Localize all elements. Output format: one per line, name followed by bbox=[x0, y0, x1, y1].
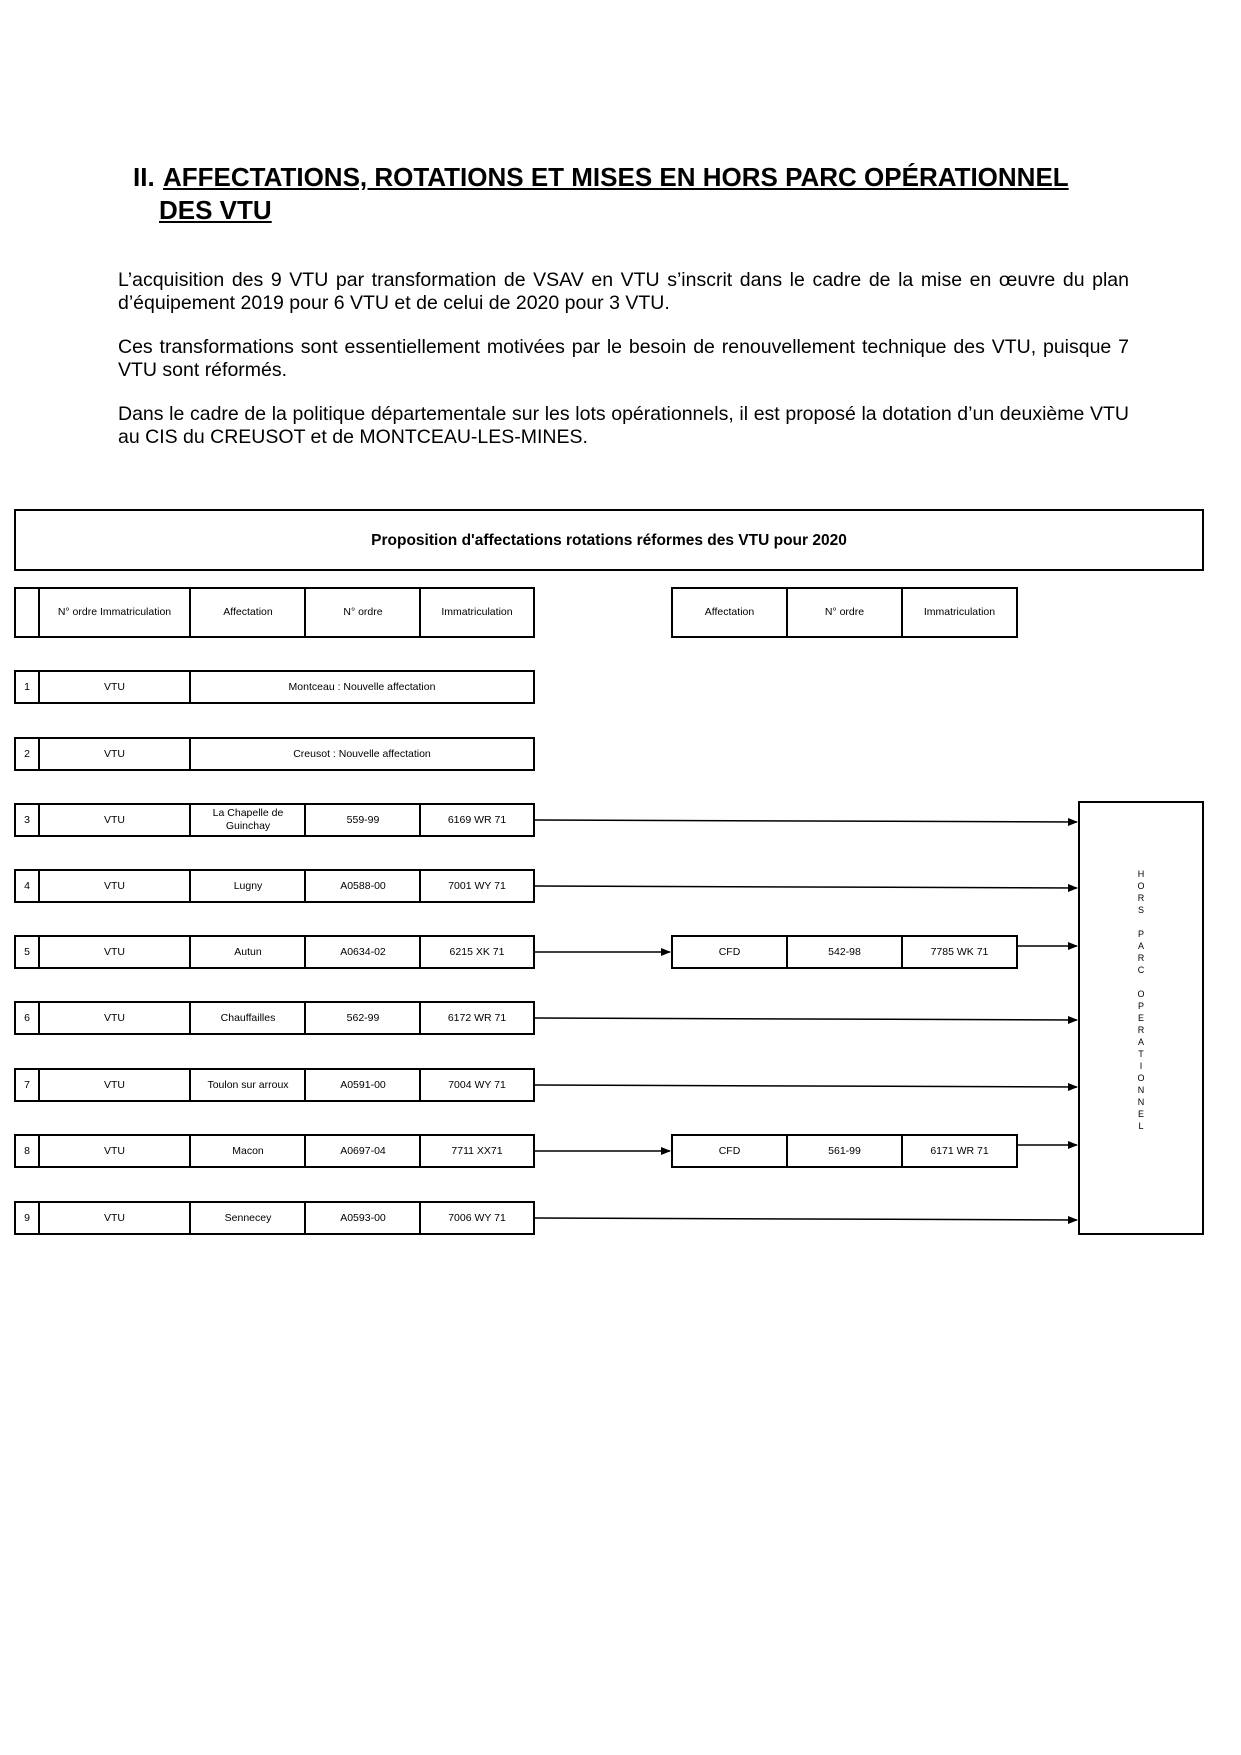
row-vehicle-type: VTU bbox=[38, 1001, 191, 1035]
row-ordre: 559-99 bbox=[304, 803, 422, 837]
row-number: 2 bbox=[14, 737, 40, 771]
row-number: 3 bbox=[14, 803, 40, 837]
row-immatriculation: 7001 WY 71 bbox=[419, 869, 535, 903]
rotation-immatriculation: 6171 WR 71 bbox=[901, 1134, 1018, 1168]
row-ordre: A0697-04 bbox=[304, 1134, 422, 1168]
row-vehicle-type: VTU bbox=[38, 935, 191, 969]
header-cell-right-1: Affectation bbox=[671, 587, 788, 638]
row-affectation: La Chapelle de Guinchay bbox=[189, 803, 307, 837]
row-number: 7 bbox=[14, 1068, 40, 1102]
diagram-title: Proposition d'affectations rotations réformes des VTU pour 2020 bbox=[14, 509, 1204, 571]
paragraph-1: L’acquisition des 9 VTU par transformation de VSAV en VTU s’inscrit dans le cadre de la mise en œuvre du plan d’équipement 2019 pour 6 VTU et de celui de 2020 pour 3 VTU. bbox=[118, 269, 1129, 314]
hors-parc-label: H O R S P A R C O P E R A T I O N N E L bbox=[1137, 869, 1145, 1131]
row-ordre: A0588-00 bbox=[304, 869, 422, 903]
row-immatriculation: 7004 WY 71 bbox=[419, 1068, 535, 1102]
row-immatriculation: 7006 WY 71 bbox=[419, 1201, 535, 1235]
row-number: 8 bbox=[14, 1134, 40, 1168]
row-immatriculation: 7711 XX71 bbox=[419, 1134, 535, 1168]
rotation-ordre: 542-98 bbox=[786, 935, 903, 969]
rotation-affectation: CFD bbox=[671, 935, 788, 969]
row-number: 9 bbox=[14, 1201, 40, 1235]
rotation-affectation: CFD bbox=[671, 1134, 788, 1168]
row-ordre: A0634-02 bbox=[304, 935, 422, 969]
header-cell-left-2: Affectation bbox=[189, 587, 307, 638]
row-vehicle-type: VTU bbox=[38, 1201, 191, 1235]
row-new-affectation: Creusot : Nouvelle affectation bbox=[189, 737, 535, 771]
row-affectation: Toulon sur arroux bbox=[189, 1068, 307, 1102]
row-affectation: Macon bbox=[189, 1134, 307, 1168]
row-immatriculation: 6172 WR 71 bbox=[419, 1001, 535, 1035]
row-vehicle-type: VTU bbox=[38, 1134, 191, 1168]
rotation-immatriculation: 7785 WK 71 bbox=[901, 935, 1018, 969]
arrow bbox=[535, 1085, 1077, 1087]
section-title-line1: AFFECTATIONS, ROTATIONS ET MISES EN HORS PARC OPÉRATIONNEL bbox=[163, 162, 1069, 192]
header-cell-left-1: N° ordre Immatriculation bbox=[38, 587, 191, 638]
row-vehicle-type: VTU bbox=[38, 803, 191, 837]
header-cell-left-3: N° ordre bbox=[304, 587, 422, 638]
arrow bbox=[535, 1218, 1077, 1220]
row-vehicle-type: VTU bbox=[38, 869, 191, 903]
header-cell-right-2: N° ordre bbox=[786, 587, 903, 638]
header-cell-right-3: Immatriculation bbox=[901, 587, 1018, 638]
row-number: 4 bbox=[14, 869, 40, 903]
section-title-line2: DES VTU bbox=[159, 195, 272, 225]
row-number: 1 bbox=[14, 670, 40, 704]
row-affectation: Autun bbox=[189, 935, 307, 969]
arrow bbox=[535, 886, 1077, 888]
arrow bbox=[535, 820, 1077, 822]
row-vehicle-type: VTU bbox=[38, 737, 191, 771]
row-affectation: Chauffailles bbox=[189, 1001, 307, 1035]
paragraph-2: Ces transformations sont essentiellement motivées par le besoin de renouvellement technique des VTU, puisque 7 VTU sont réformés. bbox=[118, 336, 1129, 381]
row-ordre: A0591-00 bbox=[304, 1068, 422, 1102]
arrow bbox=[535, 1018, 1077, 1020]
row-ordre: 562-99 bbox=[304, 1001, 422, 1035]
row-affectation: Lugny bbox=[189, 869, 307, 903]
row-affectation: Sennecey bbox=[189, 1201, 307, 1235]
rotation-ordre: 561-99 bbox=[786, 1134, 903, 1168]
section-number: II. bbox=[133, 162, 155, 192]
row-ordre: A0593-00 bbox=[304, 1201, 422, 1235]
row-vehicle-type: VTU bbox=[38, 1068, 191, 1102]
row-number: 6 bbox=[14, 1001, 40, 1035]
header-cell-left-4: Immatriculation bbox=[419, 587, 535, 638]
paragraph-3: Dans le cadre de la politique départementale sur les lots opérationnels, il est proposé la dotation d’un deuxième VTU au CIS du CREUSOT et de MONTCEAU-LES-MINES. bbox=[118, 403, 1129, 448]
row-immatriculation: 6169 WR 71 bbox=[419, 803, 535, 837]
row-number: 5 bbox=[14, 935, 40, 969]
row-new-affectation: Montceau : Nouvelle affectation bbox=[189, 670, 535, 704]
row-immatriculation: 6215 XK 71 bbox=[419, 935, 535, 969]
row-vehicle-type: VTU bbox=[38, 670, 191, 704]
